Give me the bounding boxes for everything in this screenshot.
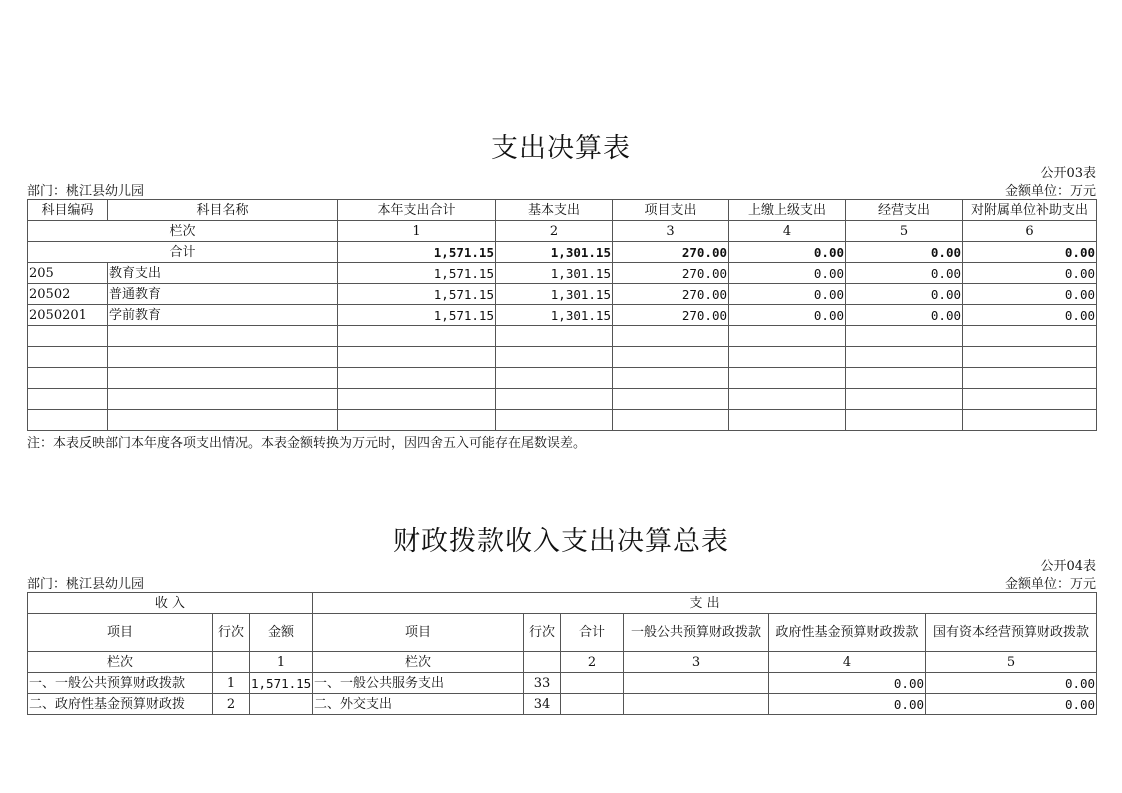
total-label: 合计 (28, 242, 338, 263)
empty-cell (846, 326, 963, 347)
expense-fund: 0.00 (769, 694, 926, 715)
total-value: 0.00 (963, 242, 1097, 263)
table1-header-row (28, 200, 1097, 221)
expense-item: 二、外交支出 (313, 694, 524, 715)
column-number: 4 (729, 221, 846, 242)
empty-cell (108, 410, 338, 431)
empty-cell (108, 347, 338, 368)
income-item: 二、政府性基金预算财政拨 (28, 694, 213, 715)
expense-fund: 0.00 (769, 673, 926, 694)
table-row (28, 673, 1097, 694)
header-basic-expense: 基本支出 (496, 200, 613, 221)
row-code: 2050201 (28, 305, 108, 326)
table2-title: 财政拨款收入支出决算总表 (393, 526, 729, 557)
empty-row (28, 326, 1097, 347)
total-value: 270.00 (613, 242, 729, 263)
row-code: 20502 (28, 284, 108, 305)
expense-general (624, 694, 769, 715)
total-value: 1,301.15 (496, 242, 613, 263)
row-value: 1,571.15 (338, 263, 496, 284)
row-value: 270.00 (613, 263, 729, 284)
row-value: 0.00 (729, 284, 846, 305)
empty-cell (28, 368, 108, 389)
empty-cell (338, 347, 496, 368)
header-expense-line: 行次 (524, 614, 561, 652)
header-income-line: 行次 (213, 614, 250, 652)
row-code: 205 (28, 263, 108, 284)
empty-cell (213, 652, 250, 673)
column-number: 3 (624, 652, 769, 673)
total-value: 0.00 (846, 242, 963, 263)
table1-department: 部门：桃江县幼儿园 (27, 184, 145, 199)
table2-department: 部门：桃江县幼儿园 (27, 577, 145, 592)
income-amount (250, 694, 313, 715)
total-value: 1,571.15 (338, 242, 496, 263)
empty-cell (729, 326, 846, 347)
column-number: 2 (561, 652, 624, 673)
empty-row (28, 389, 1097, 410)
empty-cell (496, 410, 613, 431)
empty-cell (729, 368, 846, 389)
table1-total-row (28, 242, 1097, 263)
column-number: 1 (338, 221, 496, 242)
table1-unit: 金额单位：万元 (1004, 184, 1096, 199)
header-state-capital-budget: 国有资本经营预算财政拨款 (926, 614, 1097, 652)
row-name: 普通教育 (108, 284, 338, 305)
expenditure-table (27, 199, 1097, 431)
empty-cell (846, 347, 963, 368)
row-value: 0.00 (729, 263, 846, 284)
header-income-item: 项目 (28, 614, 213, 652)
column-number: 2 (496, 221, 613, 242)
column-number: 3 (613, 221, 729, 242)
empty-cell (496, 347, 613, 368)
empty-cell (28, 410, 108, 431)
income-line: 1 (213, 673, 250, 694)
expense-item: 一、一般公共服务支出 (313, 673, 524, 694)
row-value: 1,571.15 (338, 284, 496, 305)
empty-cell (338, 410, 496, 431)
table-row (28, 263, 1097, 284)
column-number-row (28, 652, 1097, 673)
header-general-budget: 一般公共预算财政拨款 (624, 614, 769, 652)
empty-cell (963, 368, 1097, 389)
expense-line: 33 (524, 673, 561, 694)
empty-cell (846, 410, 963, 431)
header-total-expense: 本年支出合计 (338, 200, 496, 221)
row-value: 0.00 (729, 305, 846, 326)
empty-cell (613, 410, 729, 431)
expense-state: 0.00 (926, 673, 1097, 694)
empty-row (28, 410, 1097, 431)
empty-cell (963, 389, 1097, 410)
column-header-row (28, 614, 1097, 652)
empty-row (28, 368, 1097, 389)
table1-note: 注：本表反映部门本年度各项支出情况。本表金额转换为万元时，因四舍五入可能存在尾数误差。 (27, 436, 587, 451)
empty-cell (963, 347, 1097, 368)
row-value: 1,301.15 (496, 263, 613, 284)
table-row (28, 305, 1097, 326)
empty-cell (338, 326, 496, 347)
income-amount: 1,571.15 (250, 673, 313, 694)
row-value: 0.00 (846, 263, 963, 284)
income-item: 一、一般公共预算财政拨款 (28, 673, 213, 694)
empty-row (28, 347, 1097, 368)
expense-general (624, 673, 769, 694)
empty-cell (613, 347, 729, 368)
row-value: 270.00 (613, 284, 729, 305)
header-subsidiary-subsidy: 对附属单位补助支出 (963, 200, 1097, 221)
table1-column-number-row (28, 221, 1097, 242)
empty-cell (28, 326, 108, 347)
header-subject-code: 科目编码 (28, 200, 108, 221)
empty-cell (338, 368, 496, 389)
total-value: 0.00 (729, 242, 846, 263)
empty-cell (729, 410, 846, 431)
table-row (28, 284, 1097, 305)
row-value: 0.00 (846, 284, 963, 305)
section-header-row (28, 593, 1097, 614)
empty-cell (729, 389, 846, 410)
expense-section-header: 支 出 (313, 593, 1097, 614)
row-value: 1,301.15 (496, 305, 613, 326)
empty-cell (846, 368, 963, 389)
empty-cell (613, 368, 729, 389)
empty-cell (496, 368, 613, 389)
row-name: 教育支出 (108, 263, 338, 284)
header-business-expense: 经营支出 (846, 200, 963, 221)
header-fund-budget: 政府性基金预算财政拨款 (769, 614, 926, 652)
column-number-label: 栏次 (28, 652, 213, 673)
header-expense-total: 合计 (561, 614, 624, 652)
empty-cell (108, 389, 338, 410)
table1-code: 公开03表 (1040, 166, 1096, 181)
row-value: 0.00 (846, 305, 963, 326)
fiscal-summary-table (27, 592, 1097, 715)
income-section-header: 收 入 (28, 593, 313, 614)
empty-cell (496, 389, 613, 410)
table2-unit: 金额单位：万元 (1004, 577, 1096, 592)
empty-cell (613, 326, 729, 347)
table1-title: 支出决算表 (491, 133, 631, 164)
header-upper-payment: 上缴上级支出 (729, 200, 846, 221)
column-number: 5 (846, 221, 963, 242)
expense-total (561, 673, 624, 694)
empty-cell (524, 652, 561, 673)
empty-cell (338, 389, 496, 410)
empty-cell (28, 389, 108, 410)
row-value: 0.00 (963, 284, 1097, 305)
column-number-label: 栏次 (28, 221, 338, 242)
header-expense-item: 项目 (313, 614, 524, 652)
empty-cell (28, 347, 108, 368)
row-name: 学前教育 (108, 305, 338, 326)
empty-cell (963, 410, 1097, 431)
empty-cell (108, 326, 338, 347)
empty-cell (613, 389, 729, 410)
table2-code: 公开04表 (1040, 559, 1096, 574)
row-value: 1,301.15 (496, 284, 613, 305)
empty-cell (108, 368, 338, 389)
income-line: 2 (213, 694, 250, 715)
row-value: 0.00 (963, 305, 1097, 326)
empty-cell (496, 326, 613, 347)
column-number: 4 (769, 652, 926, 673)
expense-state: 0.00 (926, 694, 1097, 715)
row-value: 1,571.15 (338, 305, 496, 326)
row-value: 270.00 (613, 305, 729, 326)
header-subject-name: 科目名称 (108, 200, 338, 221)
column-number-label: 栏次 (313, 652, 524, 673)
table-row (28, 694, 1097, 715)
column-number: 5 (926, 652, 1097, 673)
row-value: 0.00 (963, 263, 1097, 284)
expense-total (561, 694, 624, 715)
header-income-amount: 金额 (250, 614, 313, 652)
column-number: 6 (963, 221, 1097, 242)
empty-cell (963, 326, 1097, 347)
empty-cell (846, 389, 963, 410)
empty-cell (729, 347, 846, 368)
expense-line: 34 (524, 694, 561, 715)
column-number: 1 (250, 652, 313, 673)
header-project-expense: 项目支出 (613, 200, 729, 221)
